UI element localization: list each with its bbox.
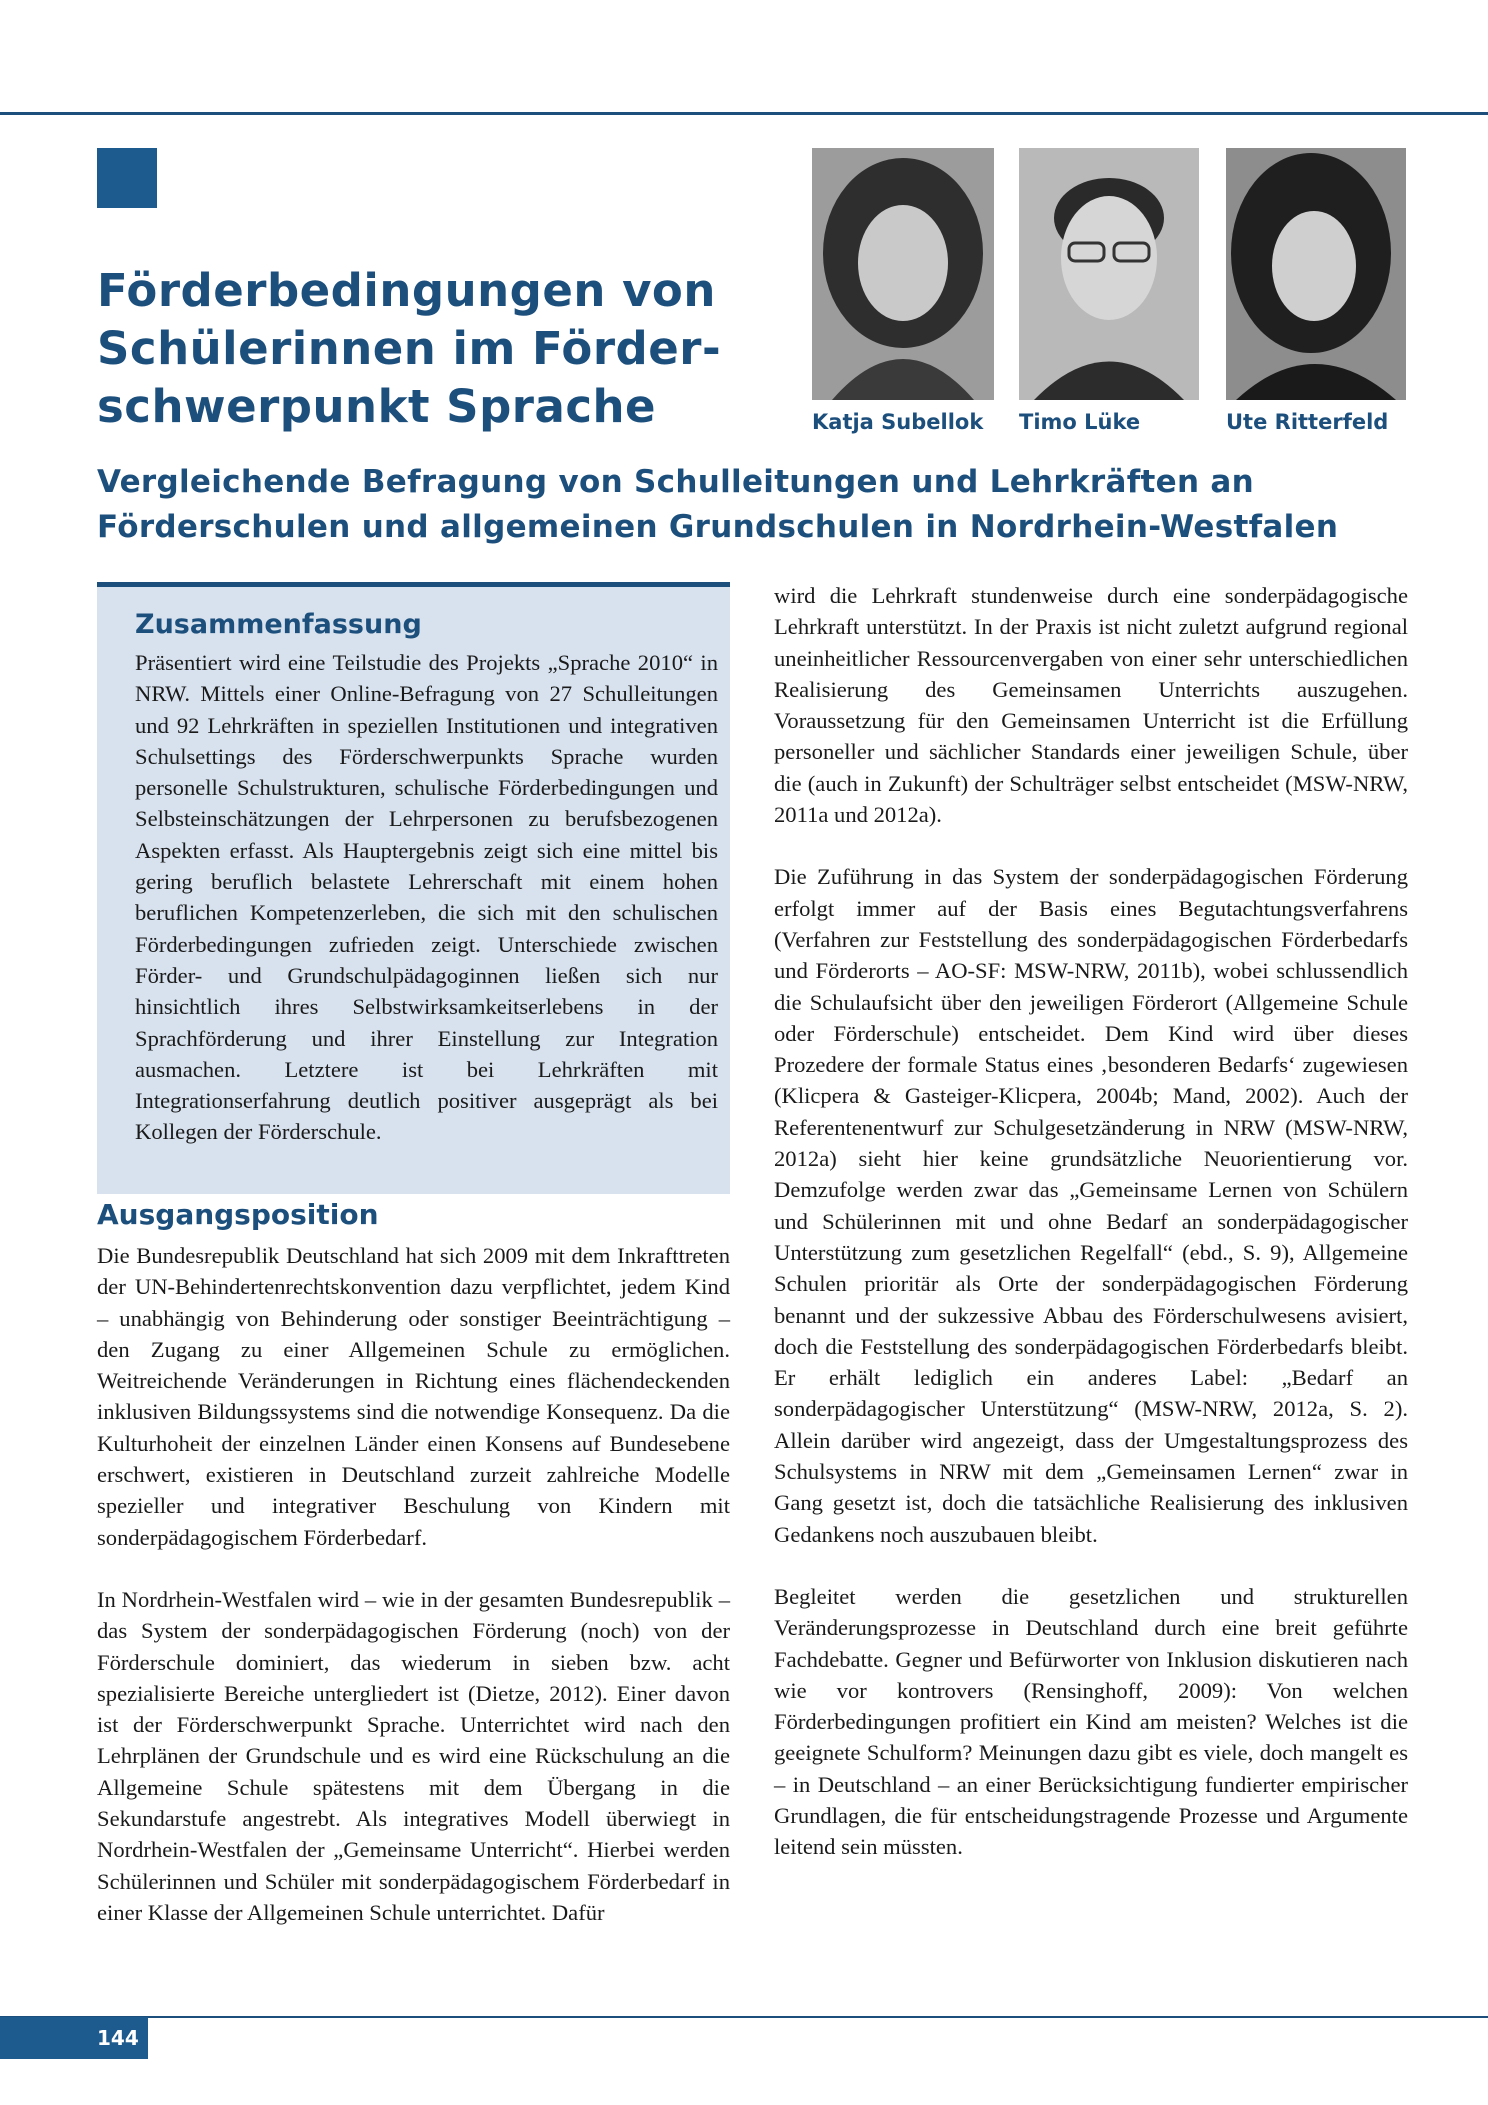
article-title	[97, 262, 797, 436]
body-paragraph: wird die Lehrkraft stundenweise durch eine sonderpädagogische Lehrkraft unterstützt. In der Praxis ist nicht zuletzt aufgrund regional uneinheitlicher Ressourcenvergaben von einer sehr unterschiedlichen Realisierung des Gemeinsamen Unterrichts auszugehen. Voraussetzung für den Gemeinsamen Unterricht ist die Erfüllung personeller und sächlicher Standards einer jeweiligen Schule, über die (auch in Zukunft) der Schulträger selbst entscheidet (MSW-NRW, 2011a und 2012a).	[774, 583, 1408, 828]
author-photo-ute-ritterfeld	[1226, 148, 1406, 400]
header-rule	[0, 112, 1488, 115]
author-name: Katja Subellok	[812, 410, 984, 434]
title-line: Schülerinnen im Förder-	[97, 322, 722, 375]
body-paragraph: Die Zuführung in das System der sonderpädagogischen Förderung erfolgt immer auf der Basis eines Begutachtungsverfahrens (Verfahren zur Feststellung des sonderpädagogischen Förderbedarfs und Förderorts – AO-SF: MSW-NRW, 2011b), wobei schlussendlich die Schulaufsicht über den jeweiligen Förderort (Allgemeine Schule oder Förderschule) entscheidet. Dem Kind wird über dieses Prozedere der formale Status eines ‚besonderen Bedarfs‘ zugewiesen (Klicpera & Gasteiger-Klicpera, 2004b; Mand, 2002). Auch der Referentenentwurf zur Schulgesetzänderung in NRW (MSW-NRW, 2012a) sieht hier keine grundsätzliche Neuorientierung vor. Demzufolge werden zwar das „Gemeinsame Lernen von Schülern und Schülerinnen mit und ohne Bedarf an sonderpädagogischer Unterstützung zum gesetzlichen Regelfall“ (ebd., S. 9), Allgemeine Schulen prioritär als Orte der sonderpädagogischen Förderung benannt und der sukzessive Abbau des Förderschulwesens avisiert, doch die Feststellung des sonderpädagogischen Förderbedarfs bleibt. Er erhält lediglich ein anderes Label: „Bedarf an sonderpädagogischer Unterstützung“ (MSW-NRW, 2012a, S. 2). Allein darüber wird angezeigt, dass der Umgestaltungsprozess des Schulsystems in NRW mit dem „Gemeinsamen Lernen“ zwar in Gang gesetzt ist, doch die tatsächliche Realisierung des inklusiven Gedankens noch auszubauen bleibt.	[774, 864, 1408, 1547]
section-marker	[97, 148, 157, 208]
body-paragraph: Begleitet werden die gesetzlichen und strukturellen Veränderungsprozesse in Deutschland durch eine breit geführte Fachdebatte. Gegner und Befürworter von Inklusion diskutieren nach wie vor kontrovers (Rensinghoff, 2009): Von welchen Förderbedingungen profitiert ein Kind am meisten? Welches ist die geeignete Schulform? Meinungen dazu gibt es viele, doch mangelt es – in Deutschland – an einer Berücksichtigung fundierter empirischer Grundlagen, die für entscheidungstragende Prozesse und Argumente leitend sein müssten.	[774, 1583, 1408, 1860]
title-line: schwerpunkt Sprache	[97, 380, 657, 433]
page-number: 144	[97, 2026, 139, 2050]
abstract-heading: Zusammenfassung	[135, 609, 422, 640]
left-column	[97, 1240, 730, 1959]
body-paragraph: In Nordrhein-Westfalen wird – wie in der gesamten Bundesrepublik – das System der sonderpädagogischen Förderung (noch) von der Förderschule dominiert, das wiederum in sieben bzw. acht spezialisierte Bereiche untergliedert ist (Dietze, 2012). Einer davon ist der Förderschwerpunkt Sprache. Unterrichtet wird nach den Lehrplänen der Grundschule und es wird eine Rückschulung an die Allgemeine Schule spätestens mit dem Übergang in die Sekundarstufe angestrebt. Als integratives Modell überwiegt in Nordrhein-Westfalen der „Gemeinsame Unterricht“. Hierbei werden Schülerinnen und Schüler mit sonderpädagogischem Förderbedarf in einer Klasse der Allgemeinen Schule unterrichtet. Dafür	[97, 1586, 730, 1925]
subtitle-line: Förderschulen und allgemeinen Grundschulen in Nordrhein-Westfalen	[97, 509, 1339, 545]
author-name: Ute Ritterfeld	[1226, 410, 1389, 434]
subtitle-line: Vergleichende Befragung von Schulleitungen und Lehrkräften an	[97, 464, 1254, 500]
abstract-text: Präsentiert wird eine Teilstudie des Projekts „Sprache 2010“ in NRW. Mittels einer Online-Befragung von 27 Schulleitungen und 92 Lehrkräften in speziellen Institutionen und integrativen Schulsettings des Förderschwerpunkts Sprache wurden personelle Schulstrukturen, schulische Förderbedingungen und Selbsteinschätzungen der Lehrpersonen zu berufsbezogenen Aspekten erfasst. Als Hauptergebnis zeigt sich eine mittel bis gering beruflich belastete Lehrerschaft mit einem hohen beruflichen Kompetenzerleben, die sich mit den schulischen Förderbedingungen zufrieden zeigt. Unterschiede zwischen Förder- und Grundschulpädagoginnen ließen sich nur hinsichtlich ihres Selbstwirksamkeitserlebens in der Sprachförderung und ihrer Einstellung zur Integration ausmachen. Letztere ist bei Lehrkräften mit Integrationserfahrung deutlich positiver ausgeprägt als bei Kollegen der Förderschule.	[135, 650, 718, 1145]
author-name: Timo Lüke	[1019, 410, 1141, 434]
abstract-box	[97, 582, 730, 1194]
author-photo-timo-luke	[1019, 148, 1199, 400]
section-heading: Ausgangsposition	[97, 1198, 379, 1231]
title-line: Förderbedingungen von	[97, 264, 716, 317]
article-subtitle	[97, 460, 1417, 550]
right-column	[774, 580, 1408, 1894]
author-photo-katja-subellok	[812, 148, 994, 400]
footer-rule	[0, 2016, 1488, 2018]
body-paragraph: Die Bundesrepublik Deutschland hat sich 2009 mit dem Inkrafttreten der UN-Behindertenrechtskonvention dazu verpflichtet, jedem Kind – unabhängig von Behinderung oder sonstiger Beeinträchtigung – den Zugang zu einer Allgemeinen Schule zu ermöglichen. Weitreichende Veränderungen in Richtung eines flächendeckenden inklusiven Bildungssystems sind die notwendige Konsequenz. Da die Kulturhoheit der einzelnen Länder einen Konsens auf Bundesebene erschwert, existieren in Deutschland zurzeit zahlreiche Modelle spezieller und integrativer Beschulung von Kindern mit sonderpädagogischem Förderbedarf.	[97, 1243, 730, 1550]
